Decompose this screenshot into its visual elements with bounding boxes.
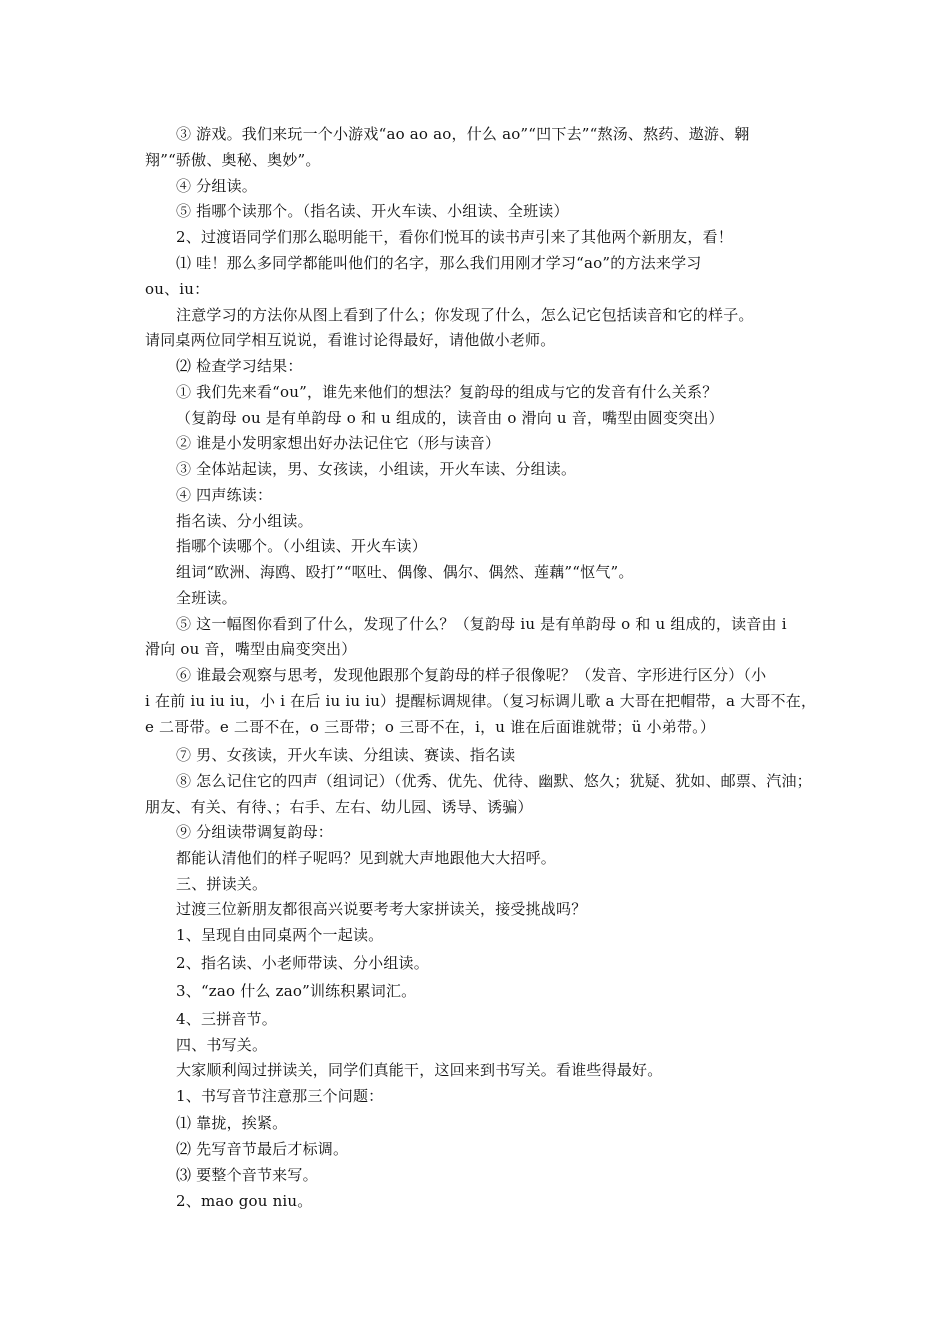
text-line: 请同桌两位同学相互说说，看谁讨论得最好，请他做小老师。 [145,331,556,349]
text-line: ③ 游戏。我们来玩一个小游戏“ao ao ao，什么 ao”“凹下去”“熬汤、熬药、遨游、翱 [176,125,750,143]
text-line: ⑵ 检查学习结果： [176,357,303,375]
text-line: 2、mao gou niu。 [176,1192,313,1210]
text-line: ⑨ 分组读带调复韵母： [176,823,333,841]
text-line: 指哪个读哪个。（小组读、开火车读） [176,537,427,555]
text-line: 翔”“骄傲、奥秘、奥妙”。 [145,151,321,169]
text-line: 都能认清他们的样子呢吗？见到就大声地跟他大大招呼。 [176,849,557,867]
text-line: ⑶ 要整个音节来写。 [176,1166,318,1184]
text-line: 2、指名读、小老师带读、分小组读。 [176,954,429,972]
text-line: ④ 分组读。 [176,177,257,195]
text-line: 组词“欧洲、海鸥、殴打”“呕吐、偶像、偶尔、偶然、莲藕”“怄气”。 [176,563,634,581]
text-line: 全班读。 [176,589,237,607]
text-line: ⑴ 靠拢，挨紧。 [176,1114,288,1132]
text-line: ⑤ 这一幅图你看到了什么，发现了什么？（复韵母 iu 是有单韵母 o 和 u 组成的，读音由 i [176,615,787,633]
text-line: ⑥ 谁最会观察与思考，发现他跟那个复韵母的样子很像呢？（发音、字形进行区分）（小 [176,666,767,684]
text-line: ou、iu： [145,280,210,298]
text-line: ⑤ 指哪个读那个。（指名读、开火车读、小组读、全班读） [176,202,569,220]
text-line: i 在前 iu iu iu，小 i 在后 iu iu iu）提醒标调规律。（复习标调儿歌 a 大哥在把帽带，a 大哥不在， [145,692,817,710]
text-line: 1、书写音节注意那三个问题： [176,1087,384,1105]
section-heading: 三、拼读关。 [176,875,268,893]
text-line: 朋友、有关、有待、；右手、左右、幼儿园、诱导、诱骗） [145,798,533,816]
text-line: 大家顺利闯过拼读关，同学们真能干，这回来到书写关。看谁些得最好。 [176,1061,663,1079]
text-line: ⑦ 男、女孩读，开火车读、分组读、赛读、指名读 [176,746,516,764]
text-line: ⑴ 哇！那么多同学都能叫他们的名字，那么我们用刚才学习“ao”的方法来学习 [176,254,702,272]
text-line: 注意学习的方法你从图上看到了什么；你发现了什么，怎么记它包括读音和它的样子。 [176,306,754,324]
text-line: 4、三拼音节。 [176,1010,277,1028]
text-line: ⑵ 先写音节最后才标调。 [176,1140,349,1158]
text-line: ① 我们先来看“ou”，谁先来他们的想法？复韵母的组成与它的发音有什么关系？ [176,383,718,401]
text-line: ⑧ 怎么记住它的四声（组词记）（优秀、优先、优待、幽默、悠久；犹疑、犹如、邮票、汽油； [176,772,812,790]
text-line: 1、呈现自由同桌两个一起读。 [176,926,384,944]
text-line: 滑向 ou 音，嘴型由扁变突出） [145,640,357,658]
text-line: 3、“zao 什么 zao”训练积累词汇。 [176,982,417,1000]
text-line: ② 谁是小发明家想出好办法记住它（形与读音） [176,434,501,452]
text-line: ④ 四声练读： [176,486,273,504]
text-line: ③ 全体站起读，男、女孩读，小组读，开火车读、分组读。 [176,460,577,478]
text-line: 2、过渡语同学们那么聪明能干，看你们悦耳的读书声引来了其他两个新朋友，看！ [176,228,733,246]
text-line: e 二哥带。e 二哥不在，o 三哥带；o 三哥不在，i，u 谁在后面谁就带；ü 小弟带。） [145,718,716,736]
section-heading: 四、书写关。 [176,1036,268,1054]
text-line: 过渡三位新朋友都很高兴说要考考大家拼读关，接受挑战吗？ [176,900,587,918]
text-line: （复韵母 ou 是有单韵母 o 和 u 组成的，读音由 o 滑向 u 音，嘴型由圆变突出） [176,409,724,427]
text-line: 指名读、分小组读。 [176,512,313,530]
